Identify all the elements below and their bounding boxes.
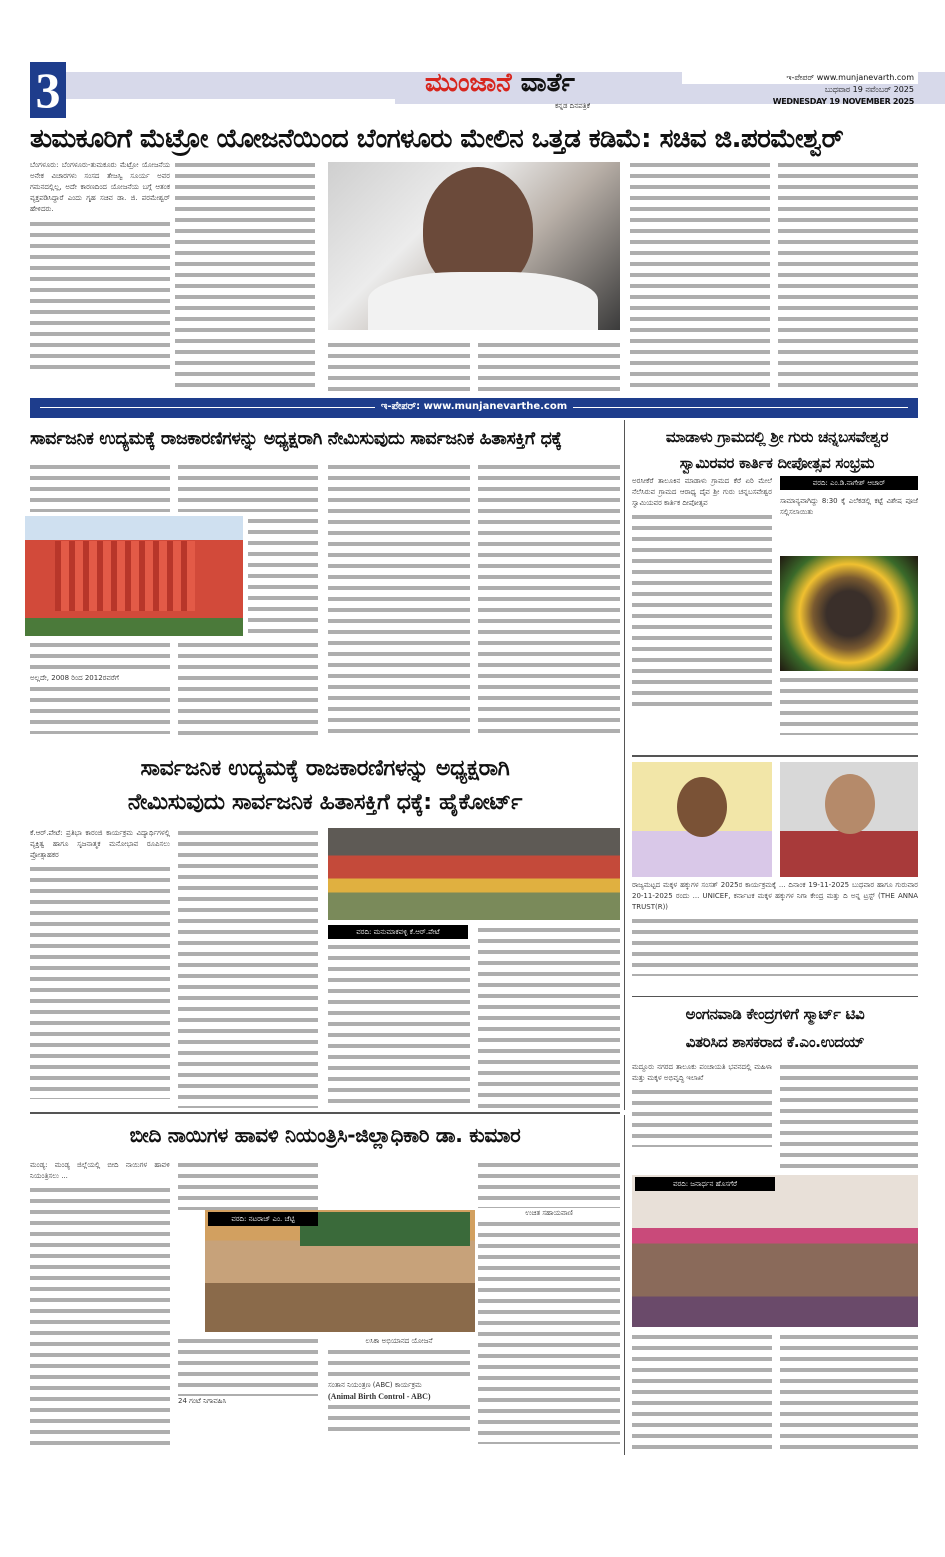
article-dogs-subhead-1: ಉಚಿತ ಸಹಾಯವಾಣಿ (525, 1209, 573, 1217)
column-divider (624, 1115, 625, 1455)
article-dogs-col2-lower (178, 1336, 318, 1455)
article-hc-col2 (178, 462, 318, 512)
date-english: WEDNESDAY 19 NOVEMBER 2025 (772, 97, 914, 106)
epaper-bar-link[interactable]: ಇ-ಪೇಪರ್: www.munjanevarthe.com (375, 401, 573, 412)
article-pratibha-col3 (328, 942, 470, 1108)
photo-pratibha-karanji (328, 828, 620, 920)
article-hc-col3 (328, 462, 470, 740)
photo-dc-meeting (205, 1210, 475, 1332)
headline-stray-dogs: ಬೀದಿ ನಾಯಿಗಳ ಹಾವಳಿ ನಿಯಂತ್ರಿಸಿ-ಜಿಲ್ಲಾಧಿಕಾರಿ ಡಾ. ಕುಮಾರ (129, 1123, 521, 1147)
article-dogs-lead: ಮಂಡ್ಯ: ಮಂಡ್ಯ ಜಿಲ್ಲೆಯಲ್ಲಿ ಬೀದಿ ನಾಯಿಗಳ ಹಾವಳಿ ನಿಯಂತ್ರಿಸಲು ... (30, 1161, 170, 1180)
masthead (0, 60, 945, 120)
headline-madalu-line1: ಮಾಡಾಳು ಗ್ರಾಮದಲ್ಲಿ ಶ್ರೀ ಗುರು ಚನ್ನಬಸವೇಶ್ವರ (665, 428, 889, 446)
article-dogs-subhead-2: ಲಸಿಕಾ ಅಭಿಯಾನದ ಯೋಜನೆ (365, 1337, 433, 1345)
photo-banner (300, 1212, 470, 1246)
article-madalu-side-text: ಸಾಮಾನ್ಯವಾಗಿದ್ದು 8:30 ಕ್ಕೆ ಎಲೆಕಡಲ್ಲಿ ಕಟ್ಟೆ ವಿಶೇಷ ಪೂಜೆ ಸಲ್ಲಿಸಲಾಯಿತು (780, 497, 918, 516)
photo-deepotsava (780, 556, 918, 671)
headline-madalu-line2: ಸ್ವಾಮಿರವರ ಕಾರ್ತಿಕ ದೀಪೋತ್ಸವ ಸಂಭ್ರಮ (679, 454, 875, 472)
headline-highcourt-short: ಸಾರ್ವಜನಿಕ ಉದ್ಯಮಕ್ಕೆ ರಾಜಕಾರಣಿಗಳನ್ನು ಅಧ್ಯಕ್ಷರಾಗಿ ನೇಮಿಸುವುದು ಸಾರ್ವಜನಿಕ ಹಿತಾಸಕ್ತಿಗೆ ಧಕ್ಕೆ (30, 429, 562, 449)
date-kannada: ಬುಧವಾರ 19 ನವೆಂಬರ್ 2025 (824, 85, 914, 94)
article-metro-col3 (328, 340, 470, 392)
article-metro-col1 (30, 160, 170, 392)
caption-anganwadi: ವರದಿ: ಜನಾರ್ಧನ ಹೊಸಗೆರೆ (635, 1177, 775, 1191)
body-text-lines (30, 219, 170, 369)
headline-hc-big-line2: ನೇಮಿಸುವುದು ಸಾರ್ವಜನಿಕ ಹಿತಾಸಕ್ತಿಗೆ ಧಕ್ಕೆ: ಹೈಕೋರ್ಟ್ (127, 790, 523, 815)
article-madalu-col2-lower (780, 675, 918, 735)
article-pratibha-col1 (30, 828, 170, 1108)
article-anganwadi-col3 (632, 1332, 772, 1452)
headline-anganwadi-line1: ಅಂಗನವಾಡಿ ಕೇಂದ್ರಗಳಿಗೆ ಸ್ಮಾರ್ಟ್ ಟಿವಿ (685, 1005, 865, 1023)
body-text-lines (30, 864, 170, 1099)
section-divider (632, 755, 918, 757)
headline-anganwadi (632, 1000, 918, 1056)
body-text-lines (632, 916, 918, 976)
article-pratibha-lead: ಕೆ.ಆರ್.ಪೇಟೆ: ಪ್ರತಿಭಾ ಕಾರಂಜಿ ಕಾರ್ಯಕ್ರಮ ವಿದ್ಯಾರ್ಥಿಗಳಲ್ಲಿ ವ್ಯಕ್ತಿತ್ವ ಹಾಗೂ ಸೃಜನಾತ್ಮಕ ಮನೋಭಾವ ರೂಪಿಸಲು ಪ್ರೋತ್ಸಾಹಕರ (30, 829, 170, 859)
article-hc-col2-lower (178, 640, 318, 740)
article-metro-col5 (630, 160, 770, 392)
photo-highcourt (25, 516, 243, 636)
photo-shirt-shape (368, 272, 598, 330)
article-dogs-col3 (328, 1336, 470, 1455)
photo-student-1 (632, 762, 772, 877)
section-divider (30, 1112, 620, 1114)
article-madalu-lead: ಅರಸೀಕೆರೆ ತಾಲೂಕಿನ ಮಾಡಾಳು ಗ್ರಾಮದ ಕೆರೆ ಏರಿ ಮೇಲೆ ನೆಲೆಸಿರುವ ಗ್ರಾಮದ ಆರಾಧ್ಯ ದೈವ ಶ್ರೀ ಗುರು ಚನ್ನಬಸವೇಶ್ವರ ಸ್ವಾಮಿಯವರ ಕಾರ್ತಿಕ ದೀಪೋತ್ಸವ (632, 477, 772, 507)
body-text-lines (30, 640, 170, 673)
logo-part-1: ಮುಂಜಾನೆ (425, 68, 512, 98)
body-text-lines (478, 1160, 620, 1208)
article-metro-col2 (175, 160, 315, 392)
masthead-info (682, 72, 918, 112)
article-madalu-side (780, 496, 918, 554)
article-parliament-text: ರಾಜ್ಯಮಟ್ಟದ ಮಕ್ಕಳ ಹಕ್ಕುಗಳ ಸಂಸತ್ 2025ರ ಕಾರ್ಯಕ್ರಮಕ್ಕೆ ... ದಿನಾಂಕ 19-11-2025 ಬುಧವಾರ ಹಾಗೂ ಗುರುವಾರ 20-11-2025 ರಂದು ... UNICEF, ಕರ್ನಾಟಕ ಮಕ್ಕಳ ಹಕ್ಕುಗಳ ನಿಗಾ ಕೇಂದ್ರ ಮತ್ತು ದಿ ಅನ್ನ ಟ್ರಸ್ಟ್ (THE ANNA TRUST(R)) (632, 881, 918, 911)
section-divider (632, 996, 918, 997)
article-hc-col1-lower (30, 640, 170, 740)
headline-highcourt-big (30, 752, 620, 820)
headline-hc-big-line1: ಸಾರ್ವಜನಿಕ ಉದ್ಯಮಕ್ಕೆ ರಾಜಕಾರಣಿಗಳನ್ನು ಅಧ್ಯಕ್ಷರಾಗಿ (140, 756, 510, 781)
body-text-lines (328, 1402, 470, 1435)
article-hc-col1 (30, 462, 170, 512)
photo-face-shape (677, 777, 727, 837)
headline-madalu (632, 424, 922, 476)
body-text-lines (328, 1347, 470, 1380)
article-dogs-abc-full: (Animal Birth Control - ABC) (328, 1392, 431, 1401)
body-text-lines (30, 1185, 170, 1445)
article-anganwadi-lead: ಮದ್ದೂರು ನಗರದ ತಾಲೂಕು ಪಂಚಾಯತಿ ಭವನದಲ್ಲಿ ಮಹಿಳಾ ಮತ್ತು ಮಕ್ಕಳ ಅಭಿವೃದ್ಧಿ ಇಲಾಖೆ (632, 1063, 772, 1082)
article-parliament (632, 880, 918, 992)
caption-madalu: ವರದಿ: ಎಂ.ಡಿ.ನಾಗೇಶ್ ಆಚಾರ್ (780, 476, 918, 490)
epaper-url[interactable]: ಇ-ಪೇಪರ್ www.munjanevarth.com (682, 72, 918, 84)
newspaper-logo (425, 68, 575, 99)
article-dogs-abc: ಸಂತಾನ ನಿಯಂತ್ರಣ (ABC) ಕಾರ್ಯಕ್ರಮ (328, 1381, 422, 1389)
article-anganwadi-col1 (632, 1062, 772, 1172)
article-dogs-col1 (30, 1160, 170, 1455)
page-number: 3 (30, 62, 66, 118)
headline-anganwadi-line2: ವಿತರಿಸಿದ ಶಾಸಕರಾದ ಕೆ.ಎಂ.ಉದಯ್ (685, 1033, 865, 1051)
body-text-lines (632, 1087, 772, 1147)
photo-minister (328, 162, 620, 330)
article-dogs-col4 (478, 1160, 620, 1455)
column-divider (624, 420, 625, 1110)
article-anganwadi-col4 (780, 1332, 918, 1452)
article-madalu-col1 (632, 476, 772, 736)
logo-subtitle: ಕನ್ನಡ ದಿನಪತ್ರಿಕೆ (555, 102, 591, 110)
caption-pratibha: ವರದಿ: ಮನುಮಾಕವಳ್ಳಿ ಕೆ.ಆರ್.ಪೇಟೆ (328, 925, 468, 939)
photo-student-2 (780, 762, 918, 877)
article-pratibha-col2 (178, 828, 318, 1108)
photo-face-shape (825, 774, 875, 834)
masthead-rule (65, 99, 395, 105)
article-hc-col2-narrow (248, 516, 318, 636)
body-text-lines (30, 684, 170, 734)
article-dogs-col2-top (178, 1160, 318, 1210)
article-metro-col4 (478, 340, 620, 392)
article-metro-lead: ಬೆಂಗಳೂರು: ಬೆಂಗಳೂರು-ತುಮಕೂರು ಮೆಟ್ರೋ ಯೋಜನೆಯ ಅನೇಕ ವಿಚಾರಗಳು ಸಂಸದ ತೇಜಸ್ವಿ ಸೂರ್ಯ ಅವರ ಗಮನದಲ್ಲಿಲ್ಲ, ಅದೇ ಕಾರಣದಿಂದ ಯೋಜನೆಯ ಬಗ್ಗೆ ಆತಂಕ ವ್ಯಕ್ತಪಡಿಸಿದ್ದಾರೆ ಎಂದು ಗೃಹ ಸಚಿವ ಡಾ. ಜಿ. ಪರಮೇಶ್ವರ್ ಹೇಳಿದರು. (30, 161, 170, 213)
photo-anganwadi (632, 1175, 918, 1327)
photo-columns (55, 541, 195, 611)
article-dogs-hours: 24 ಗಂಟೆ ನಿಗಾವಹಿಸಿ (178, 1397, 227, 1405)
body-text-lines (632, 512, 772, 712)
article-anganwadi-col2 (780, 1062, 918, 1172)
logo-part-2: ವಾರ್ತೆ (520, 68, 575, 98)
body-text-lines (178, 1336, 318, 1396)
article-hc-snippet: ಅಲ್ಲದೇ, 2008 ರಿಂದ 2012ರವರೆಗೆ (30, 674, 119, 682)
caption-dogs: ವರದಿ: ನಟರಾಜ್ ಎಂ. ಚೆಟ್ಟಿ (208, 1212, 318, 1226)
article-hc-col4 (478, 462, 620, 740)
body-text-lines (478, 1219, 620, 1444)
headline-metro: ತುಮಕೂರಿಗೆ ಮೆಟ್ರೋ ಯೋಜನೆಯಿಂದ ಬೆಂಗಳೂರು ಮೇಲಿನ ಒತ್ತಡ ಕಡಿಮೆ: ಸಚಿವ ಜಿ.ಪರಮೇಶ್ವರ್ (30, 124, 844, 154)
epaper-bar (30, 398, 918, 418)
article-pratibha-col4 (478, 925, 620, 1108)
article-metro-col6 (778, 160, 918, 392)
